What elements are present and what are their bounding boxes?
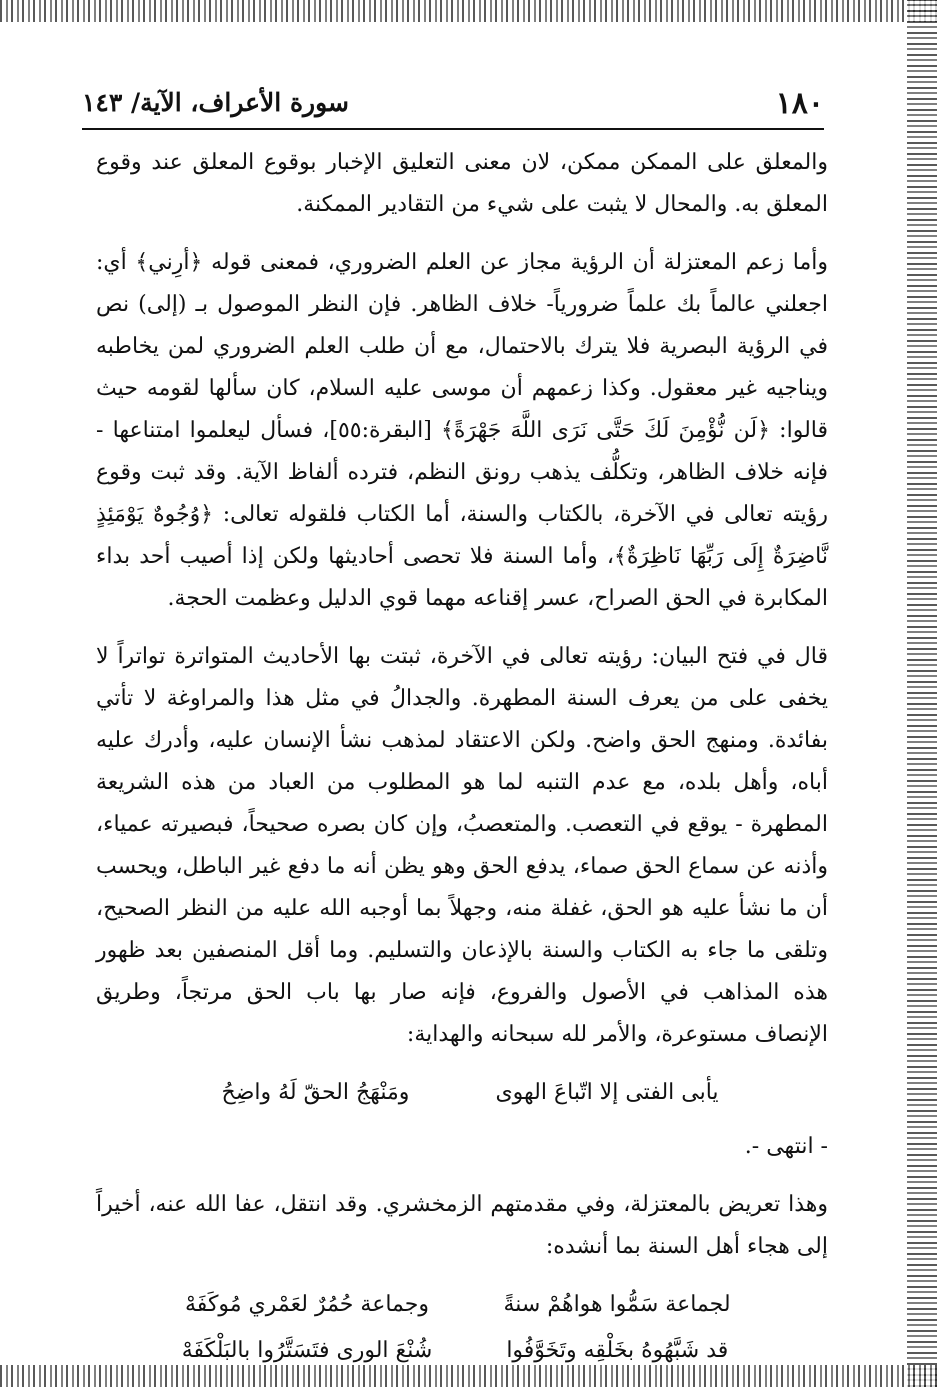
poem-first-hemistich: لجماعة سَمُّوا هواهُمْ سنةً [503, 1292, 731, 1317]
quote-closing: - انتهى -. [744, 1134, 828, 1159]
verse-second-hemistich: ومَنْهَجُ الحقّ لَهُ واضِحُ [221, 1080, 410, 1105]
page-header [82, 86, 824, 126]
poem-first-hemistich: قد شَبَّهُوهُ بخَلْقِه وتَخَوَّفُوا [506, 1338, 729, 1363]
poem-second-hemistich: شُنْعَ الورى فتَسَتَّرُوا بالبَلْكَفَهْ [181, 1338, 433, 1363]
paragraph: وهذا تعريض بالمعتزلة، وفي مقدمتهم الزمخشري. وقد انتقل، عفا الله عنه، أخيراً إلى هجاء أهل السنة بما أنشده: [96, 1192, 828, 1259]
paragraph: قال في فتح البيان: رؤيته تعالى في الآخرة، ثبتت بها الأحاديث المتواترة تواتراً لا يخفى على من يعرف السنة المطهرة. والجدالُ في مثل هذا والمراوغة لا تأتي بفائدة. ومنهج الحق واضح. ولكن الاعتقاد لمذهب نشأ الإنسان عليه، وأدرك عليه أباه، وأهل بلده، مع عدم التنبه لما هو المطلوب من العباد من هذه الشريعة المطهرة - يوقع في التعصب. والمتعصبُ، وإن كان بصره صحيحاً، فبصيرته عمياء، وأذنه عن سماع الحق صماء، يدفع الحق وهو يظن أنه ما دفع غير الباطل، ويحسب أن ما نشأ عليه هو الحق، غفلة منه، وجهلاً بما أوجبه الله عليه من النظر الصحيح، وتلقى ما جاء به الكتاب والسنة بالإذعان والتسليم. وما أقل المنصفين بعد ظهور هذه المذاهب في الأصول والفروع، فإنه صار بها باب الحق مرتجاً، وطريق الإنصاف مستوعرة، والأمر لله سبحانه والهداية: [96, 644, 829, 1047]
header-rule [82, 128, 824, 130]
poem-line [96, 1330, 828, 1372]
poem [96, 1284, 828, 1372]
ornamental-border-top [0, 0, 937, 22]
page-body [96, 142, 828, 1376]
paragraph: والمعلق على الممكن ممكن، لان معنى التعليق الإخبار بوقوع المعلق عند وقوع المعلق به. والمحال لا يثبت على شيء من التقادير الممكنة. [96, 150, 828, 217]
poem-line [96, 1284, 828, 1326]
ornamental-border-right [907, 0, 937, 1387]
page-number: ١٨٠ [775, 86, 824, 121]
poem-second-hemistich: وجماعة حُمُرٌ لعَمْري مُوكَفَهْ [185, 1292, 429, 1317]
verse-first-hemistich: يأبى الفتى إلا اتّباعَ الهوى [495, 1080, 719, 1105]
running-title: سورة الأعراف، الآية/ ١٤٣ [82, 88, 349, 117]
paragraph: وأما زعم المعتزلة أن الرؤية مجاز عن العلم الضروري، فمعنى قوله ﴿أرِني﴾ أي: اجعلني عالماً بك علماً ضرورياً- خلاف الظاهر. فإن النظر الموصول بـ (إلى) نص في الرؤية البصرية فلا يترك بالاحتمال، مع أن طلب العلم الضروري لمن يخاطبه ويناجيه غير معقول. وكذا زعمهم أن موسى عليه السلام، كان سألها لقومه حيث قالوا: ﴿لَن نُّؤْمِنَ لَكَ حَتَّى نَرَى اللَّهَ جَهْرَةً﴾ [البقرة:٥٥]، فسأل ليعلموا امتناعها - فإنه خلاف الظاهر، وتكلُّف يذهب رونق النظم، فترده ألفاظ الآية. وقد ثبت وقوع رؤيته تعالى في الآخرة، بالكتاب والسنة، أما الكتاب فلقوله تعالى: ﴿وُجُوهٌ يَوْمَئِذٍ نَّاضِرَةٌ إِلَى رَبِّهَا نَاظِرَةٌ﴾، وأما السنة فلا تحصى أحاديثها ولكن إذا أصيب أحد بداء المكابرة في الحق الصراح، عسر إقناعه مهما قوي الدليل وعظمت الحجة. [96, 250, 828, 611]
poetry-verse [96, 1072, 828, 1114]
